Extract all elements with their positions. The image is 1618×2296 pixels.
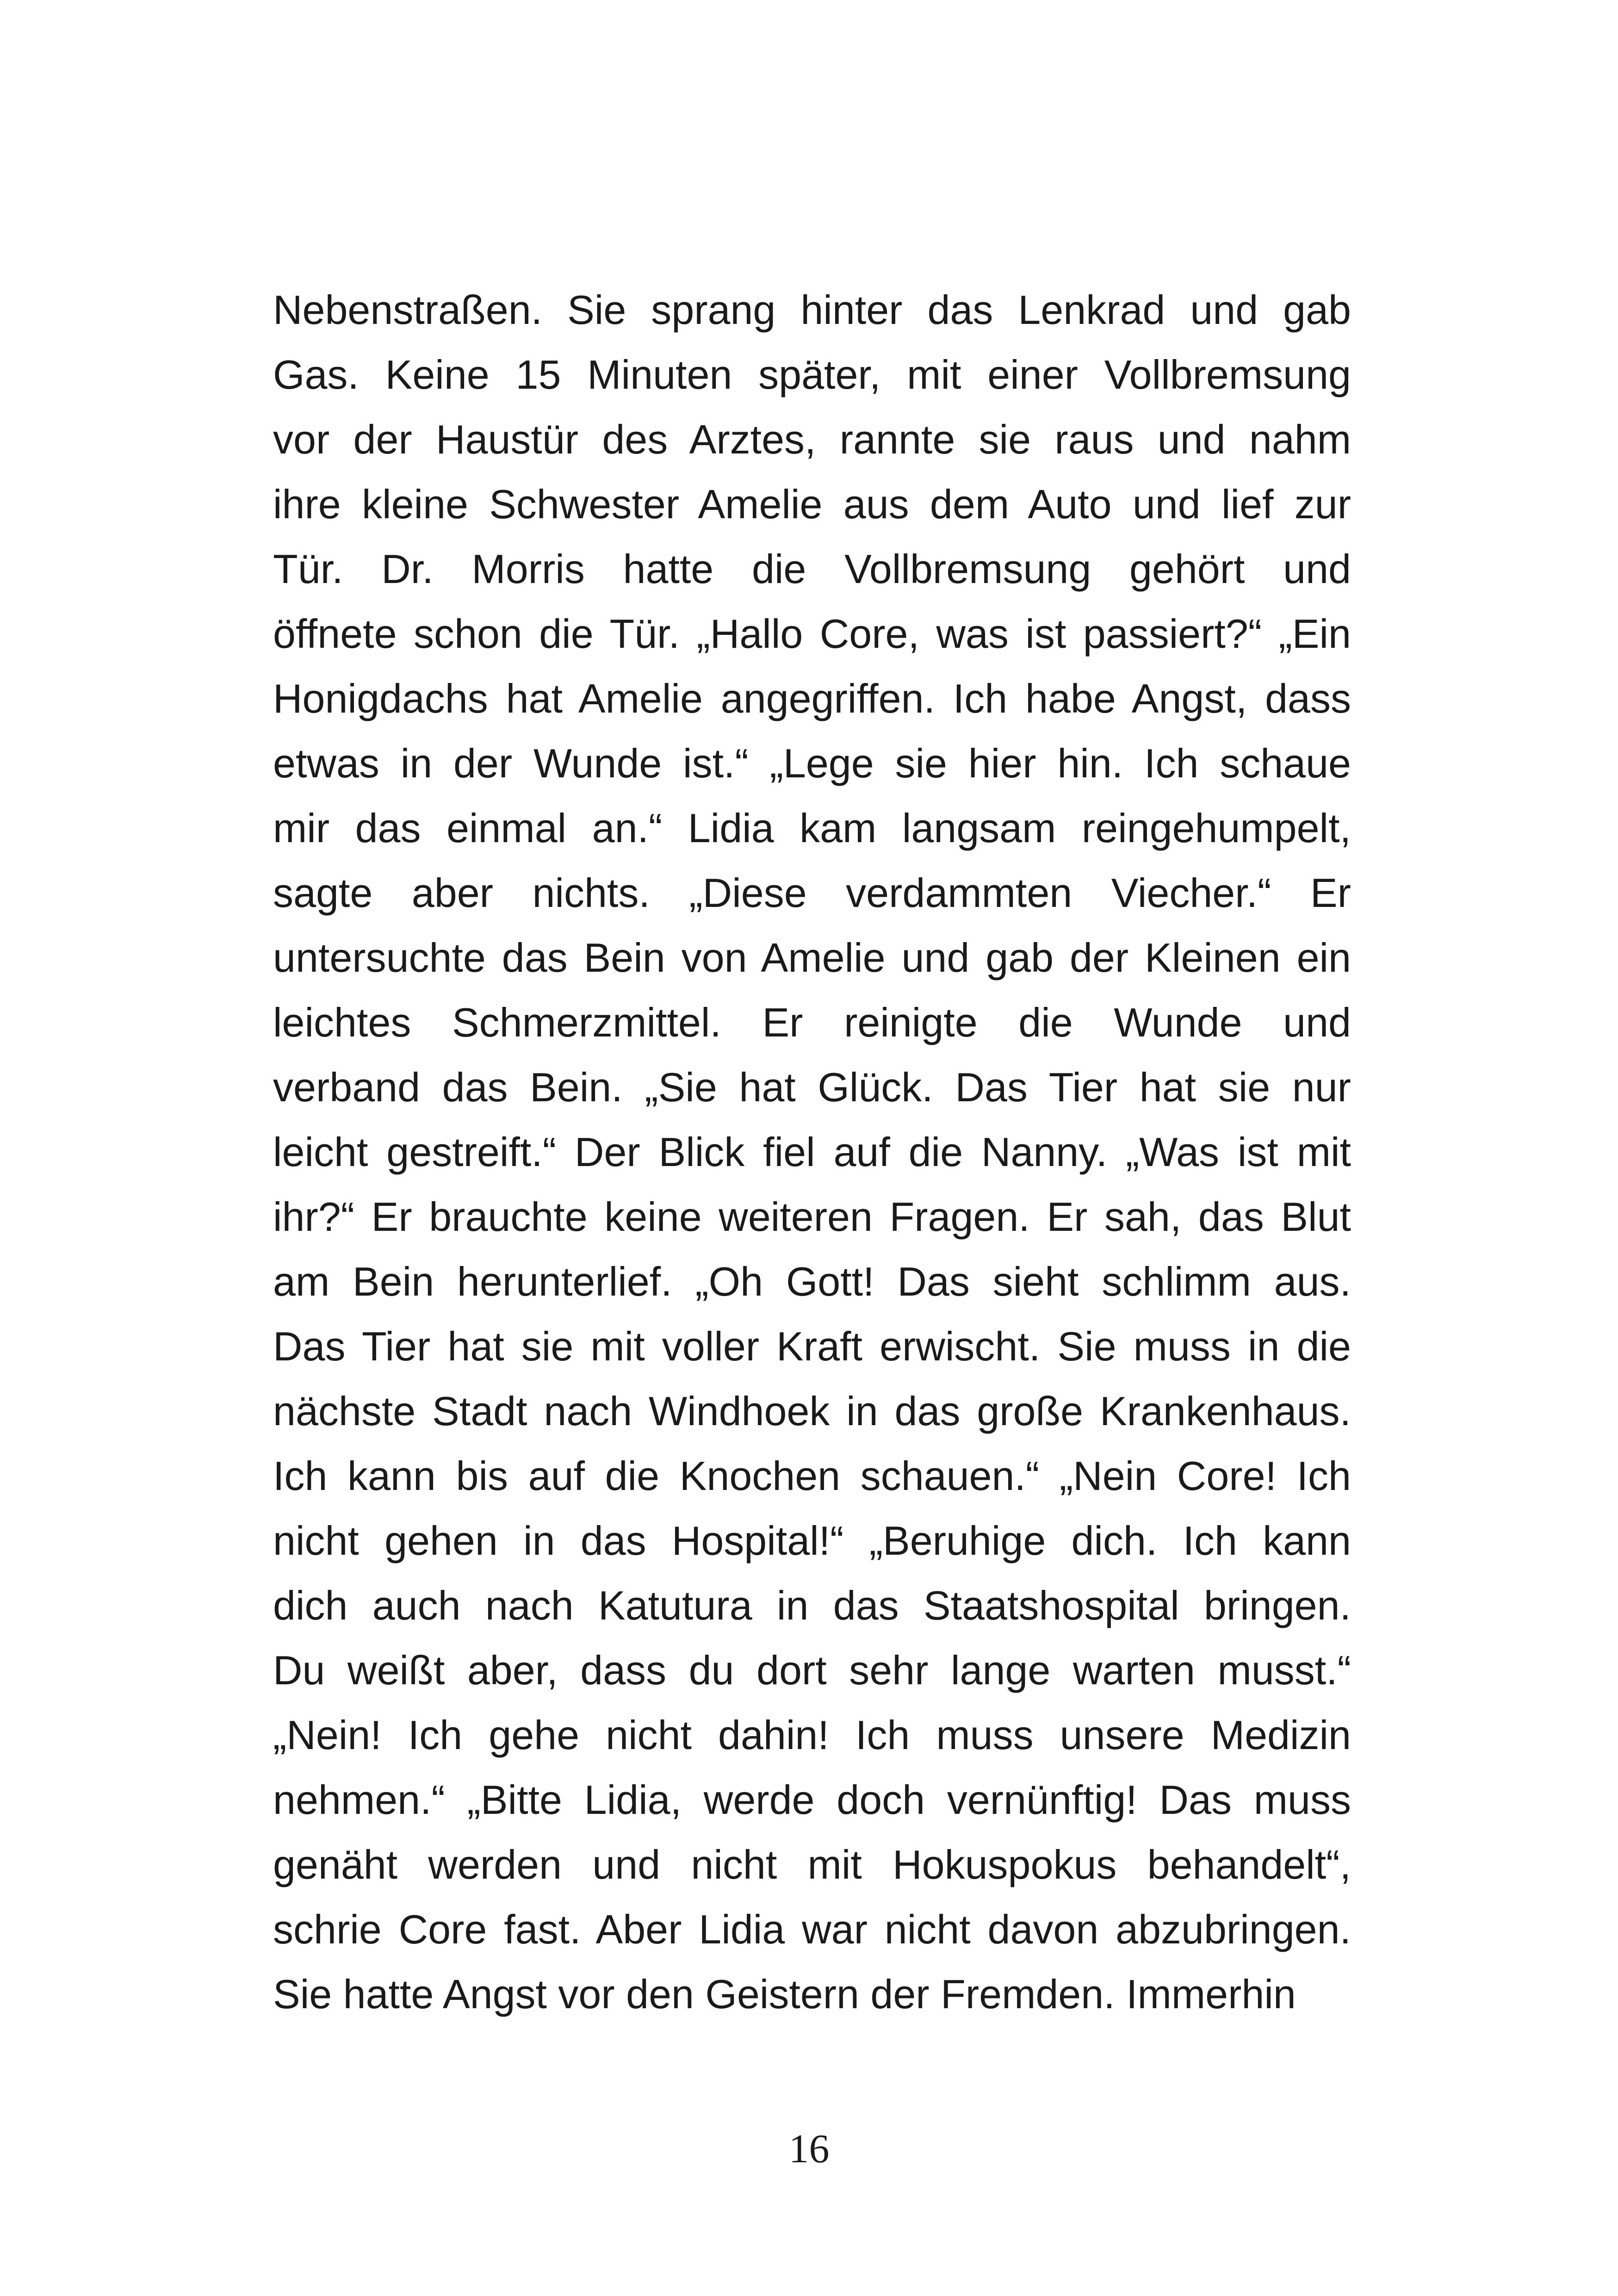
text-line-4: ihre kleine Schwester Amelie aus dem Auto und lief zur xyxy=(273,481,1351,527)
text-line-8: etwas in der Wunde ist.“ „Lege sie hier hin. Ich schaue xyxy=(273,740,1351,786)
text-line-21: dich auch nach Katutura in das Staatshospital bringen. xyxy=(273,1582,1351,1628)
text-line-16: am Bein herunterlief. „Oh Gott! Das sieht schlimm aus. xyxy=(273,1259,1351,1304)
body-text xyxy=(273,278,1351,2027)
text-line-5: Tür. Dr. Morris hatte die Vollbremsung gehört und xyxy=(273,546,1351,592)
text-line-2: Gas. Keine 15 Minuten später, mit einer Vollbremsung xyxy=(273,352,1351,397)
text-line-15: ihr?“ Er brauchte keine weiteren Fragen. Er sah, das Blut xyxy=(273,1194,1351,1240)
text-line-1: Nebenstraßen. Sie sprang hinter das Lenkrad und gab xyxy=(273,287,1351,333)
text-line-18: nächste Stadt nach Windhoek in das große Krankenhaus. xyxy=(273,1388,1351,1434)
text-line-9: mir das einmal an.“ Lidia kam langsam reingehumpelt, xyxy=(273,805,1351,851)
text-line-26: schrie Core fast. Aber Lidia war nicht davon abzubringen. xyxy=(273,1906,1351,1952)
text-line-6: öffnete schon die Tür. „Hallo Core, was ist passiert?“ „Ein xyxy=(273,611,1351,657)
text-line-3: vor der Haustür des Arztes, rannte sie raus und nahm xyxy=(273,416,1351,462)
text-line-17: Das Tier hat sie mit voller Kraft erwischt. Sie muss in die xyxy=(273,1323,1351,1369)
text-line-27: Sie hatte Angst vor den Geistern der Fremden. Immerhin xyxy=(273,1971,1296,2017)
text-line-7: Honigdachs hat Amelie angegriffen. Ich habe Angst, dass xyxy=(273,676,1351,721)
text-line-19: Ich kann bis auf die Knochen schauen.“ „Nein Core! Ich xyxy=(273,1453,1351,1499)
text-line-12: leichtes Schmerzmittel. Er reinigte die Wunde und xyxy=(273,999,1351,1045)
text-line-20: nicht gehen in das Hospital!“ „Beruhige dich. Ich kann xyxy=(273,1518,1351,1564)
text-line-14: leicht gestreift.“ Der Blick fiel auf die Nanny. „Was ist mit xyxy=(273,1129,1351,1175)
text-line-25: genäht werden und nicht mit Hokuspokus behandelt“, xyxy=(273,1842,1351,1887)
text-line-10: sagte aber nichts. „Diese verdammten Viecher.“ Er xyxy=(273,870,1351,916)
text-line-22: Du weißt aber, dass du dort sehr lange warten musst.“ xyxy=(273,1647,1351,1693)
text-line-11: untersuchte das Bein von Amelie und gab der Kleinen ein xyxy=(273,935,1351,980)
text-line-13: verband das Bein. „Sie hat Glück. Das Tier hat sie nur xyxy=(273,1064,1351,1110)
page-number: 16 xyxy=(788,2127,830,2172)
text-line-23: „Nein! Ich gehe nicht dahin! Ich muss unsere Medizin xyxy=(273,1712,1351,1758)
text-line-24: nehmen.“ „Bitte Lidia, werde doch vernünftig! Das muss xyxy=(273,1777,1351,1823)
